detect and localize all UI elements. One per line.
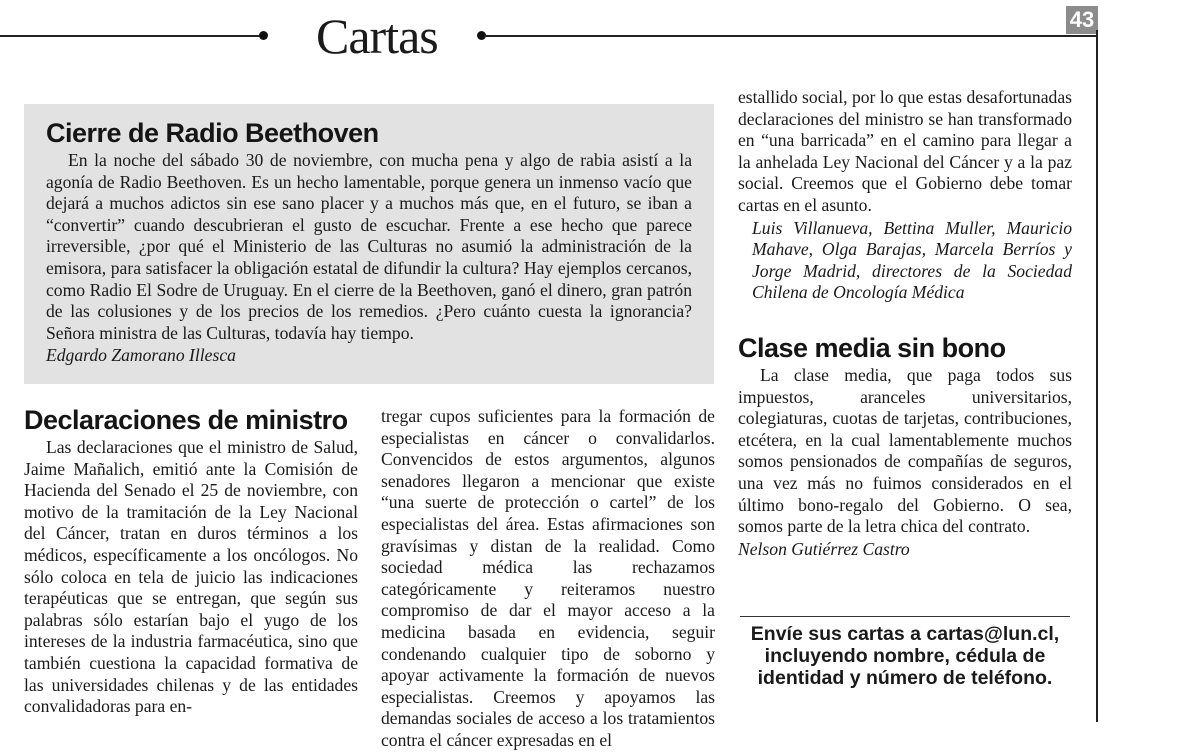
beethoven-headline: Cierre de Radio Beethoven — [46, 118, 379, 148]
beethoven-letter-box — [24, 104, 714, 384]
declaraciones-headline: Declaraciones de ministro — [24, 405, 348, 435]
send-letters-note: Envíe sus cartas a cartas@lun.cl, incluyendo nombre, cédula de identidad y número de teléfono. — [740, 616, 1070, 689]
page-number: 43 — [1066, 6, 1098, 34]
declaraciones-col2 — [381, 406, 715, 752]
clase-media-signature: Nelson Gutiérrez Castro — [738, 538, 910, 559]
declaraciones-col3 — [738, 87, 1072, 304]
clase-media-headline: Clase media sin bono — [738, 333, 1006, 363]
clase-media-body: La clase media, que paga todos sus impuestos, aranceles universitarios, colegiaturas, cuotas de tarjetas, contribuciones, etcétera, en la cual lamentablemente muchos somos pensionados de compañías de seguros, una vez más no fuimos considerados en el último bono-regalo del Gobierno. O sea, somos parte de la letra chica del contrato. — [738, 365, 1072, 537]
clase-media-letter — [738, 333, 1072, 560]
header-bullet-left — [259, 31, 268, 40]
section-title: Cartas — [316, 8, 438, 64]
header-rule-left — [0, 35, 262, 37]
declaraciones-signature: Luis Villanueva, Bettina Muller, Mauricio Mahave, Olga Barajas, Marcela Berríos y Jorge Madrid, directores de la Sociedad Chilena de Oncología Médica — [752, 217, 1072, 303]
declaraciones-body-part3: estallido social, por lo que estas desafortunadas declaraciones del ministro se han transformado en “una barricada” en el camino para llegar a la anhelada Ley Nacional del Cáncer y a la paz social. Creemos que el Gobierno debe tomar cartas en el asunto. — [738, 87, 1072, 215]
right-margin-rule — [1096, 30, 1098, 722]
declaraciones-body-part1: Las declaraciones que el ministro de Salud, Jaime Mañalich, emitió ante la Comisión de Hacienda del Senado el 25 de noviembre, con motivo de la tramitación de la Ley Nacional del Cáncer, tratan en duros términos a los médicos, específicamente a los oncólogos. No sólo coloca en tela de juicio las indicaciones terapéuticas que se entregan, que según sus palabras sólo estarían bajo el yugo de los intereses de la industria farmacéutica, sino que también cuestiona la capacidad formativa de las universidades chilenas y de las entidades convalidadoras para en- — [24, 437, 358, 717]
header-rule-right — [484, 35, 1098, 37]
beethoven-letter — [46, 118, 692, 367]
beethoven-signature: Edgardo Zamorano Illesca — [46, 345, 236, 366]
beethoven-body: En la noche del sábado 30 de noviembre, con mucha pena y algo de rabia asistí a la agonía de Radio Beethoven. Es un hecho lamentable, porque genera un inmenso vacío que dejará a muchos adictos sin ese sano placer y a muchos más que, en el futuro, se iban a “convertir” cuando descubrieran el gusto de escuchar. Frente a ese hecho que parece irreversible, ¿por qué el Ministerio de las Culturas no asumió la administración de la emisora, para satisfacer la obligación estatal de difundir la cultura? Hay ejemplos cercanos, como Radio El Sodre de Uruguay. En el cierre de la Beethoven, ganó el dinero, gran patrón de las colusiones y de los precios de los remedios. ¿Pero cuánto cuesta la ignorancia? Señora ministra de las Culturas, todavía hay tiempo. — [46, 150, 692, 343]
declaraciones-body-part2: tregar cupos suficientes para la formación de especialistas en cáncer o convalidarlos. Convencidos de estos argumentos, algunos senadores llegaron a mencionar que existe “una suerte de protección o cartel” de los especialistas del área. Estas afirmaciones son gravísimas y distan de la realidad. Como sociedad médica las rechazamos categóricamente y reiteramos nuestro compromiso de dar el mayor acceso a la medicina basada en evidencia, seguir condenando cualquier tipo de soborno y apoyar activamente la formación de nuevos especialistas. Creemos y apoyamos las demandas sociales de acceso a los tratamientos contra el cáncer expresadas en el — [381, 406, 715, 750]
declaraciones-col1 — [24, 405, 358, 718]
